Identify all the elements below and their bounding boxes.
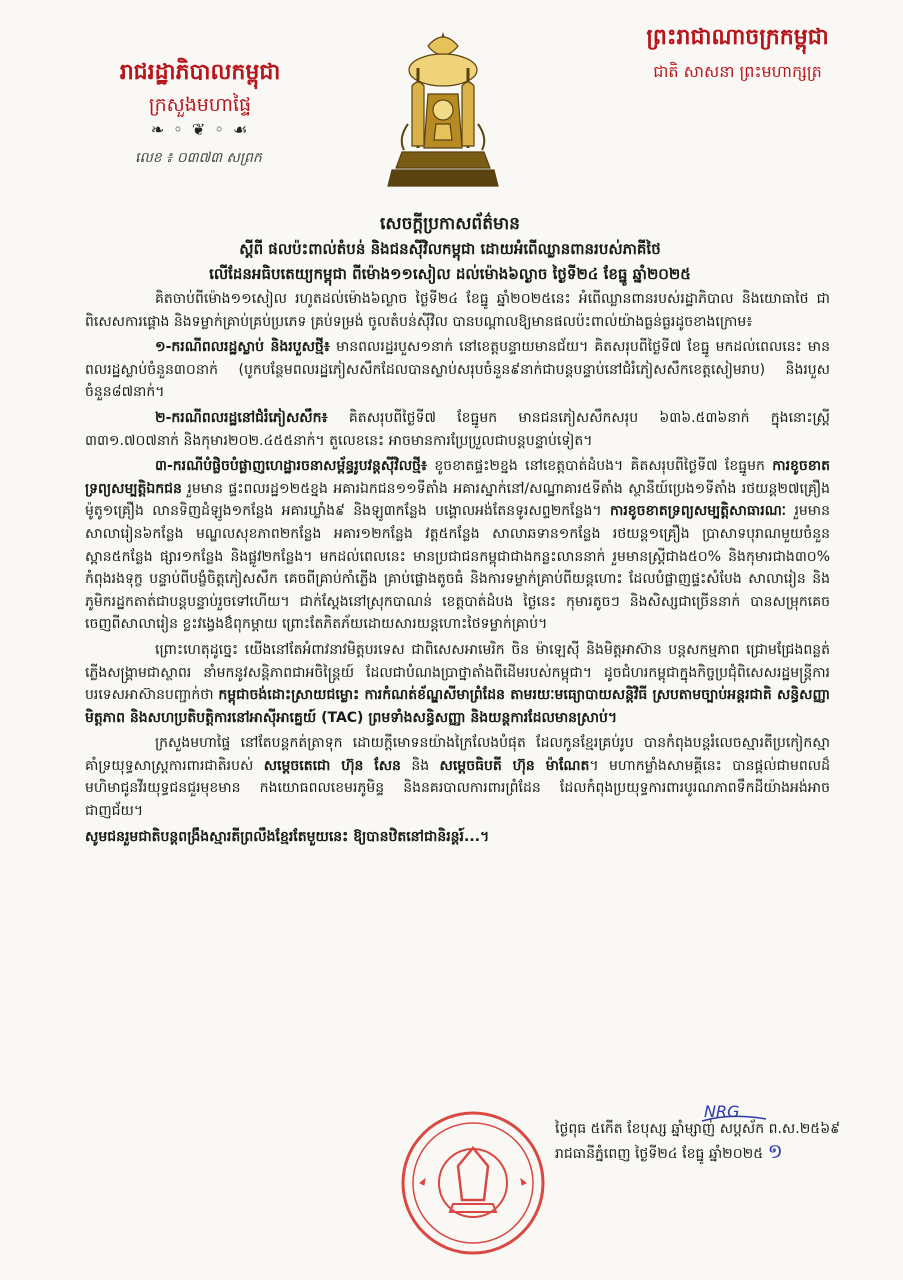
reference-number: លេខ ៖ ០៣៧៣ សព្រក [135,150,262,166]
ministry-text-1: ក្រសួងមហាផ្ទៃ នៅតែបន្តកត់ត្រាទុក ដោយក្តីមោទនយ៉ាងក្រៃលែងបំផុត ដែលកូនខ្មែរគ្រប់រូប បានកំពុងបន្តរំលេចស្មារតីប្រកៀកស្មា គាំទ្រយុទ្ធសាស្ត្រការពារជាតិរបស់ [85,735,830,774]
royal-arms-emblem [378,28,508,198]
paragraph-casualties [85,336,830,404]
leader-name-1: សម្តេចតេជោ ហ៊ុន សែន [263,757,401,774]
paragraph-appeal [85,639,830,729]
paragraph-ministry [85,732,830,822]
refugees-heading: ២-ករណីពលរដ្ឋនៅជំរំភៀសសឹក៖ [155,409,328,426]
damage-text-2: រួមមាន ផ្ទះពលរដ្ឋ១២៥ខ្នង អគារឯកជន១១ទីតាំង អគារស្នាក់នៅ/សណ្ឋាគារ៥ទីតាំង ស្ថានីយ៍ប្រេង១ទីតាំង រថយន្ត២៧គ្រឿង ម៉ូតូ១គ្រឿង លានទិញដំឡូង១កន្លែង អគារឃ្លាំង៩ និងឡូ៣កន្លែង បង្គោលអង់តែនទូរសព្ទ២កន្លែង។ [85,480,830,520]
government-name: រាជរដ្ឋាភិបាលកម្ពុជា [119,60,281,85]
page-number: ១ [767,1139,783,1163]
ministry-text-2: និង [400,757,440,774]
solar-date [555,1140,875,1165]
damage-heading: ៣-ករណីបំផ្លិចបំផ្លាញហេដ្ឋារចនាសម្ព័ន្ធរូបវន្តស៊ីវិលថ្មី៖ [155,458,428,475]
official-seal-stamp [398,1108,548,1258]
damage-text-3: រួមមាន សាលារៀន៦កន្លែង មណ្ឌលសុខភាព២កន្លែង អគារ១២កន្លែង វត្ត៥កន្លែង សាលាឆទាន១កន្លែង រថយន្ត១គ្រឿង ប្រាសាទបុរាណមួយចំនួន ស្ពាន៥កន្លែង ផ្សារ១កន្លែង និងផ្លូវ២កន្លែង។ មកដល់ពេលនេះ មានប្រជាជនកម្ពុជាជាងកន្លះលាននាក់ រួមមានស្ត្រីជាង៥០% និងកុមារជាង៣០% កំពុងរងទុក្ខ បន្ទាប់ពីបង្ខំចិត្តភៀសសឹក គេចពីគ្រាប់កាំភ្លើង គ្រាប់ផ្លោងតូចធំ និងការទម្លាក់គ្រាប់ពីយន្តហោះ ដែលបំផ្លាញផ្ទះសំបែង សាលារៀន និងភូមិករដ្ឋកតាត់ជាបន្តបន្ទាប់រួចទៅហើយ។ ជាក់ស្តែងនៅស្រុកបាណន់ ខេត្តបាត់ដំបង ថ្ងៃនេះ កុមារតូចៗ និងសិស្សជាច្រើននាក់ បានសម្រុកគេចចេញពីសាលារៀន ខ្លះវង្វេងឳពុកម្តាយ ព្រោះតែភិតភ័យដោយសារយន្តហោះថៃទម្លាក់គ្រាប់។ [85,503,830,633]
date-block [555,1118,875,1165]
paragraph-damage [85,455,830,636]
ministry-header [85,58,315,139]
private-damage-heading: ការខូចខាតទ្រព្យសម្បត្តិឯកជន [85,458,830,497]
solar-date-text: រាជធានីភ្នំពេញ ថ្ងៃទី២៤ ខែធ្នូ ឆ្នាំ២០២៥ [555,1146,764,1162]
ministry-text-3: ។ មហាកម្លាំងសាមគ្គីនេះ បានផ្តល់ជាមពលដ៏មហិមាជូនវីរយុទ្ធជនជួរមុខមាន កងយោធពលខេមរភូមិន្ទ និងនគរបាលការពារព្រំដែន ដែលកំពុងប្រយុទ្ធការពារបូរណភាពទឹកដីយ៉ាងអង់អាចជាញជ័យ។ [85,757,830,820]
paragraph-refugees [85,407,830,452]
document-subtitle-1: ស្តីពី ផលប៉ះពាល់តំបន់ និងជនស៊ីវិលកម្ពុជា ដោយអំពើឈ្លានពានរបស់ភាគីថៃ [239,240,661,258]
casualties-text: មានពលរដ្ឋរបួស១នាក់ នៅខេត្តបន្ទាយមានជ័យ។ គិតសរុបពីថ្ងៃទី៧ ខែធ្នូ មកដល់ពេលនេះ មានពលរដ្ឋស្លាប់ចំនួន៣០នាក់ (បូកបន្ថែមពលរដ្ឋភៀសសឹកដែលបានស្លាប់សរុបចំនួន៩នាក់ជាបន្តបន្ទាប់នៅជំរំភៀសសឹកខេត្តសៀមរាប) និងរបួសចំនួន៨៧នាក់។ [85,339,830,401]
public-damage-heading: ការខូចខាតទ្រព្យសម្បត្តិសាធារណៈ [610,503,787,520]
ornament-divider: ❧ ◦ ❦ ◦ ☙ [150,120,250,139]
kingdom-header [595,22,880,84]
document-title-block [130,212,770,287]
leader-name-2: សម្តេចធិបតី ហ៊ុន ម៉ាណែត [439,757,590,774]
appeal-position: កម្ពុជាចង់ដោះស្រាយជម្លោះ ការកំណត់ខ័ណ្ឌសីមាព្រំដែន តាមរយៈមធ្យោបាយសន្តិវិធី ស្របតាមច្បាប់អន្តរជាតិ សន្ធិសញ្ញាមិត្តភាព និងសហប្រតិបត្តិការនៅអាស៊ីអាគ្នេយ៍ (TAC) ព្រមទាំងសន្ធិសញ្ញា និងយន្តការដែលមានស្រាប់។ [85,687,830,726]
lunar-date: ថ្ងៃពុធ ៥កើត ខែបុស្ស ឆ្នាំម្សាញ់ សប្តស័ក ព.ស.២៥៦៩ [555,1121,841,1137]
kingdom-name: ព្រះរាជាណាចក្រកម្ពុជា [646,25,829,50]
refugees-text: គិតសរុបពីថ្ងៃទី៧ ខែធ្នូមក មានជនភៀសសឹកសរុប ៦៣៦.៥៣៦នាក់ ក្នុងនោះស្ត្រី ៣៣១.៧០៧នាក់ និងកុមារ២០២.៤៥៥នាក់។ តួលេខនេះ អាចមានការប្រែប្រួលជាបន្តបន្ទាប់ទៀត។ [85,409,830,449]
document-subtitle-2: លើដែនអធិបតេយ្យកម្ពុជា ពីម៉ោង១១សៀល ដល់ម៉ោង៦ល្ងាច ថ្ងៃទី២៤ ខែធ្នូ ឆ្នាំ២០២៥ [209,265,691,283]
document-title: សេចក្តីប្រកាសព័ត៌មាន [380,214,520,234]
initials-text: NRG [704,1102,740,1121]
casualties-heading: ១-ករណីពលរដ្ឋស្លាប់ និងរបួសថ្មី៖ [155,339,330,356]
damage-text-1: ខូចខាតផ្ទះ២ខ្នង នៅខេត្តបាត់ដំបង។ គិតសរុបពីថ្ងៃទី៧ ខែធ្នូមក [427,458,773,475]
paragraph-intro: គិតចាប់ពីម៉ោង១១សៀល រហូតដល់ម៉ោង៦ល្ងាច ថ្ងៃទី២៤ ខែធ្នូ ឆ្នាំ២០២៥នេះ អំពើឈ្លានពានរបស់រដ្ឋាភិបាល និងយោធាថៃ ជាពិសេសការផ្គោង និងទម្លាក់គ្រាប់គ្រប់ប្រភេទ គ្រប់ទម្រង់ ចូលតំបន់ស៊ីវិល បានបណ្តាលឱ្យមានផលប៉ះពាល់យ៉ាងធ្ងន់ធ្ងរដូចខាងក្រោម៖ [85,291,830,330]
national-motto: ជាតិ សាសនា ព្រះមហាក្សត្រ [653,62,822,81]
closing-text: សូមជនរួមជាតិបន្តពង្រឹងស្មារតីព្រលឹងខ្មែរតែមួយនេះ ឱ្យបានឋិតនៅជានិរន្តរ៍...។ [85,828,490,845]
ministry-name: ក្រសួងមហាផ្ទៃ [148,94,252,116]
appeal-text: ព្រោះហេតុដូច្នេះ យើងនៅតែអំពាវនាវមិត្តបរទេស ជាពិសេសអាមេរិក ចិន ម៉ាឡេស៊ី និងមិត្តអាស៊ាន បន្តសកម្មភាព ជ្រោមជ្រែងពន្លត់ភ្លើងសង្គ្រាមជាស្ថាពរ នាំមកនូវសន្តិភាពជាអចិន្ត្រៃយ៍ ដែលជាបំណងប្រាថ្នាតាំងពីដើមរបស់កម្ពុជា។ ដូចជំហរកម្ពុជាក្នុងកិច្ចប្រជុំពិសេសរដ្ឋមន្ត្រីការបរទេសអាស៊ានបញ្ជាក់ថា [85,641,830,704]
paragraph-closing [85,826,830,849]
document-body [85,288,830,851]
